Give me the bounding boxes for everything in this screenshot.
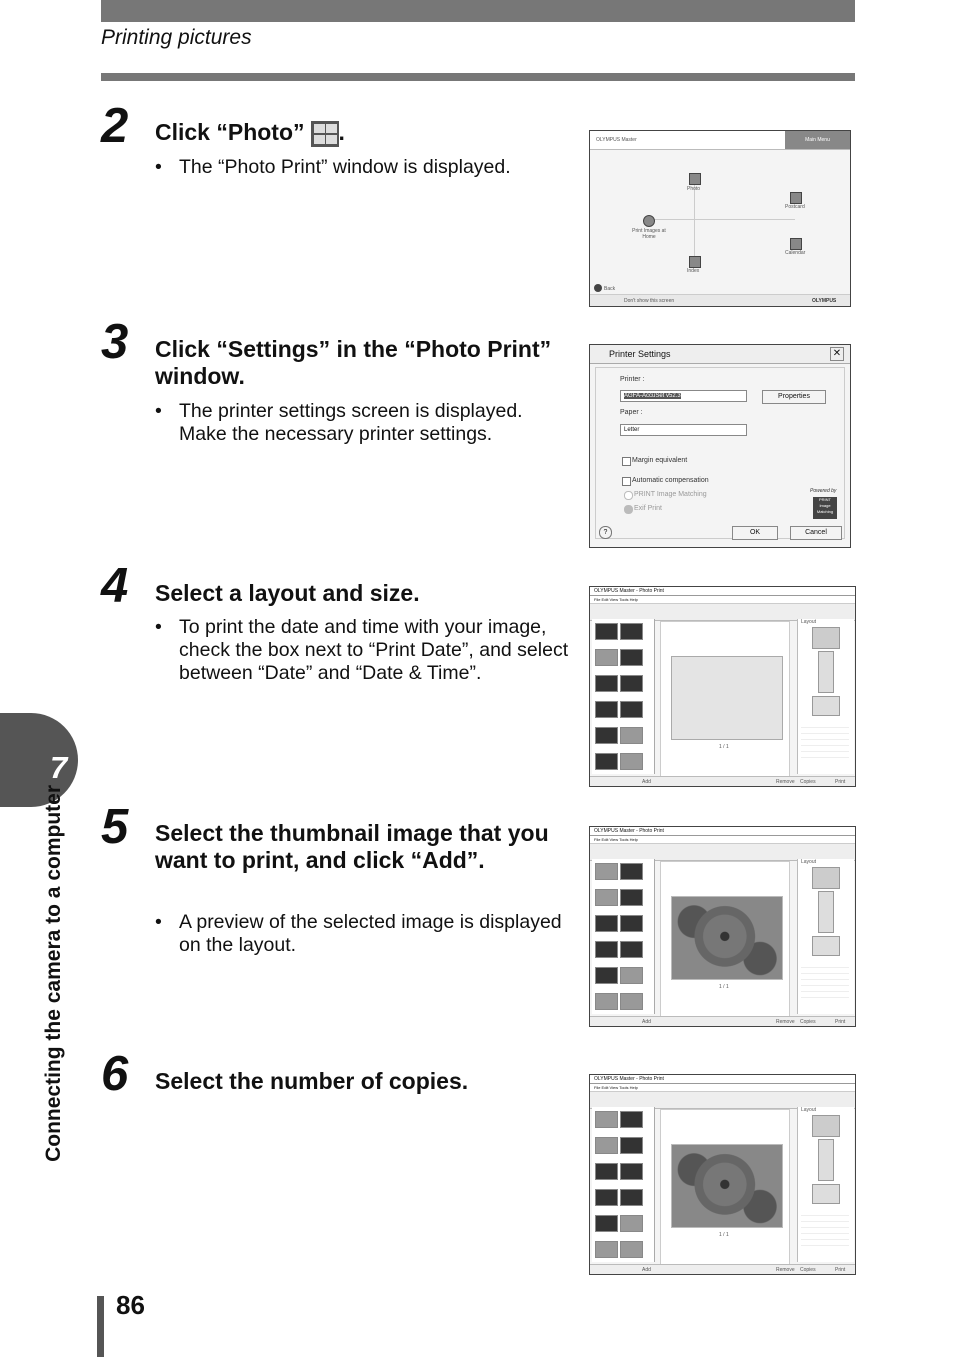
- page-number-bar: [97, 1296, 104, 1357]
- add-button[interactable]: Add: [642, 1267, 651, 1273]
- step-title-text: Click “Photo”: [155, 119, 305, 145]
- layout-label: Layout: [801, 859, 817, 865]
- menu-bar: File Edit View Tools Help: [590, 836, 855, 844]
- printer-settings-screenshot: [589, 344, 851, 548]
- remove-button[interactable]: Remove: [776, 1267, 795, 1273]
- printer-label: Printer :: [620, 376, 645, 383]
- pim-logo: PRINT Image Matching: [813, 497, 837, 519]
- photo-print-screenshot-layout: [589, 586, 856, 787]
- step-number: 2: [101, 99, 129, 153]
- pim-radio[interactable]: [624, 491, 633, 500]
- page-indicator: 1 / 1: [719, 1232, 729, 1238]
- close-icon[interactable]: ✕: [830, 347, 844, 361]
- exif-radio[interactable]: [624, 505, 633, 514]
- copies-label: Copies: [800, 1019, 816, 1025]
- layout-preview: [660, 1109, 790, 1266]
- margin-checkbox[interactable]: [622, 457, 631, 466]
- step-number: 4: [101, 559, 129, 613]
- menu-bar: File Edit View Tools Help: [590, 596, 855, 604]
- layout-panel: [797, 619, 854, 774]
- photo-print-screenshot-copies: [589, 1074, 856, 1275]
- dialog-title: Printer Settings: [590, 345, 850, 364]
- print-button[interactable]: Print: [835, 779, 846, 785]
- menu-item-photo[interactable]: Photo: [687, 186, 701, 192]
- main-menu-label: Main Menu: [785, 131, 850, 149]
- connector-line: [650, 219, 795, 220]
- main-menu-screenshot: [589, 130, 851, 307]
- postcard-node-icon[interactable]: [790, 192, 802, 204]
- layout-label: Layout: [801, 619, 817, 625]
- layout-panel: [797, 1107, 854, 1262]
- auto-comp-checkbox[interactable]: [622, 477, 631, 486]
- powered-by-label: Powered by: [810, 488, 837, 494]
- menu-item-calendar[interactable]: Calendar: [785, 250, 806, 256]
- paper-label: Paper :: [620, 409, 643, 416]
- menu-item-postcard[interactable]: Postcard: [785, 204, 805, 210]
- empty-page: [671, 656, 783, 740]
- header-rule: [101, 73, 855, 81]
- print-home-icon[interactable]: [643, 215, 655, 227]
- step-number: 5: [101, 800, 129, 854]
- cancel-button[interactable]: Cancel: [790, 526, 842, 540]
- window-title: OLYMPUS Master - Photo Print: [590, 827, 855, 836]
- step-bullet: • The “Photo Print” window is displayed.: [155, 156, 569, 179]
- step-title: Select the thumbnail image that you want to print, and click “Add”.: [155, 820, 549, 873]
- page-indicator: 1 / 1: [719, 744, 729, 750]
- bottom-bar: [590, 294, 850, 307]
- layout-preview: [660, 861, 790, 1018]
- pim-label: PRINT Image Matching: [634, 491, 707, 498]
- auto-comp-label: Automatic compensation: [632, 477, 709, 484]
- menu-item-index[interactable]: Index: [687, 268, 700, 274]
- calendar-node-icon[interactable]: [790, 238, 802, 250]
- menu-bar: File Edit View Tools Help: [590, 1084, 855, 1092]
- paper-select[interactable]: Letter: [620, 424, 747, 436]
- margin-label: Margin equivalent: [632, 457, 688, 464]
- exif-label: Exif Print: [634, 505, 663, 512]
- layout-panel: [797, 859, 854, 1014]
- preview-flower-image: [671, 896, 783, 980]
- header-bar: [101, 0, 855, 22]
- print-button[interactable]: Print: [835, 1019, 846, 1025]
- copies-label: Copies: [800, 779, 816, 785]
- copies-label: Copies: [800, 1267, 816, 1273]
- ok-button[interactable]: OK: [732, 526, 778, 540]
- index-node-icon[interactable]: [689, 256, 701, 268]
- app-titlebar: [590, 131, 850, 150]
- printer-select[interactable]: AGFA-AccuSet v52.3: [620, 390, 747, 402]
- step-title: [155, 119, 555, 147]
- step-title: Select the number of copies.: [155, 1068, 469, 1094]
- window-title: OLYMPUS Master - Photo Print: [590, 587, 855, 596]
- chapter-title: Connecting the camera to a computer: [42, 785, 65, 1162]
- connector-line: [694, 181, 695, 261]
- step-bullet: • To print the date and time with your image, check the box next to “Print Date”, and select between “Date” and “Date & Time”.: [155, 616, 569, 685]
- photo-node-icon[interactable]: [689, 173, 701, 185]
- window-title: OLYMPUS Master - Photo Print: [590, 1075, 855, 1084]
- add-button[interactable]: Add: [642, 1019, 651, 1025]
- photo-icon: [311, 121, 339, 147]
- back-icon[interactable]: [594, 284, 602, 292]
- properties-button[interactable]: Properties: [762, 390, 826, 404]
- page-indicator: 1 / 1: [719, 984, 729, 990]
- thumbnail-panel: [592, 619, 655, 774]
- dont-show-checkbox[interactable]: Don't show this screen: [624, 298, 675, 304]
- brand-logo: OLYMPUS: [812, 298, 837, 304]
- step-title: Click “Settings” in the “Photo Print” window.: [155, 336, 552, 389]
- back-label[interactable]: Back: [604, 286, 616, 292]
- chapter-number: 7: [50, 750, 68, 785]
- step-bullet: • The printer settings screen is displayed. Make the necessary printer settings.: [155, 400, 569, 446]
- thumbnail-panel: [592, 1107, 655, 1262]
- step-title: Select a layout and size.: [155, 580, 420, 606]
- print-button[interactable]: Print: [835, 1267, 846, 1273]
- remove-button[interactable]: Remove: [776, 1019, 795, 1025]
- page-number: 86: [116, 1290, 145, 1320]
- preview-flower-image: [671, 1144, 783, 1228]
- add-button[interactable]: Add: [642, 779, 651, 785]
- step-number: 6: [101, 1047, 129, 1101]
- menu-item-print-home[interactable]: Print Images at Home: [632, 228, 666, 240]
- step-title-suffix: .: [338, 119, 345, 145]
- section-title: Printing pictures: [101, 26, 252, 49]
- photo-print-screenshot-preview: [589, 826, 856, 1027]
- remove-button[interactable]: Remove: [776, 779, 795, 785]
- thumbnail-panel: [592, 859, 655, 1014]
- layout-preview: [660, 621, 790, 778]
- layout-label: Layout: [801, 1107, 817, 1113]
- step-number: 3: [101, 315, 129, 369]
- app-title: OLYMPUS Master: [596, 137, 637, 143]
- help-icon[interactable]: ?: [599, 526, 612, 539]
- step-bullet: • A preview of the selected image is displayed on the layout.: [155, 911, 569, 957]
